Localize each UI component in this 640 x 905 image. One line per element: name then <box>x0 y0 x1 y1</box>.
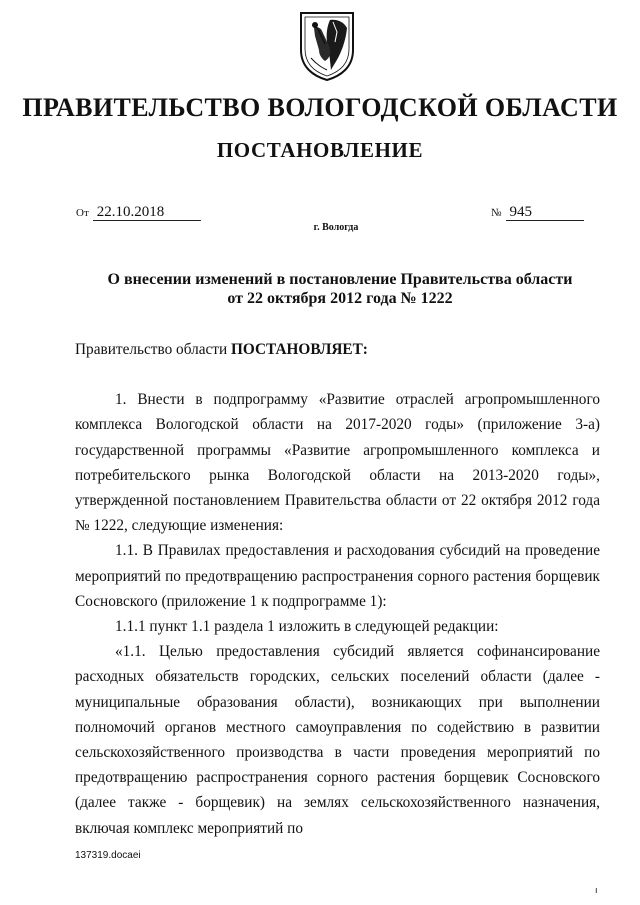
date-field <box>76 204 201 221</box>
vologda-coat-of-arms-icon <box>297 10 357 82</box>
document-body <box>75 337 600 841</box>
government-title: ПРАВИТЕЛЬСТВО ВОЛОГОДСКОЙ ОБЛАСТИ <box>22 93 618 122</box>
city-label: г. Вологда <box>313 222 359 233</box>
paragraph-1-1: 1.1. В Правилах предоставления и расходования субсидий на проведение мероприятий по предотвращению распространения сорного растения борщевик Сосновского (приложение 1 к подпрограмме 1): <box>75 542 600 610</box>
paragraph-quote: «1.1. Целью предоставления субсидий является софинансирование расходных обязательств городских, сельских поселений области (далее - муниципальные образования области), возникающих при выполнении полномочий органов местного самоуправления по содействию в развитии сельскохозяйственного производства в части проведения мероприятий по предотвращению распространения сорного растения борщевик Сосновского (далее также - борщевик) на землях сельскохозяйственного назначения, включая комплекс мероприятий по <box>75 643 600 837</box>
date-value: 22.10.2018 <box>93 204 201 221</box>
paragraph-1-1-1: 1.1.1 пункт 1.1 раздела 1 изложить в следующей редакции: <box>115 618 499 636</box>
lead-bold-text: ПОСТАНОВЛЯЕТ: <box>231 341 368 358</box>
paragraph-1: 1. Внести в подпрограмму «Развитие отраслей агропромышленного комплекса Вологодской области на 2017-2020 годы» (приложение 3-а) государственной программы «Развитие агропромышленного комплекса и потребительского рынка Вологодской области на 2013-2020 годы», утвержденной постановлением Правительства области от 22 октября 2012 года № 1222, следующие изменения: <box>75 391 600 535</box>
number-prefix: № <box>491 207 502 219</box>
date-prefix: От <box>76 207 89 219</box>
coat-of-arms-emblem <box>297 10 357 82</box>
number-field <box>491 204 584 221</box>
number-value: 945 <box>506 204 584 221</box>
document-subject <box>80 270 600 308</box>
document-type-heading: ПОСТАНОВЛЕНИЕ <box>216 138 424 162</box>
lead-text: Правительство области <box>75 341 232 358</box>
file-code: 137319.docaei <box>75 850 141 861</box>
subject-line-2: от 22 октября 2012 года № 1222 <box>227 290 453 307</box>
subject-line-1: О внесении изменений в постановление Правительства области <box>107 271 573 288</box>
page-mark: ı <box>595 885 598 895</box>
resolution-lead <box>75 337 600 362</box>
